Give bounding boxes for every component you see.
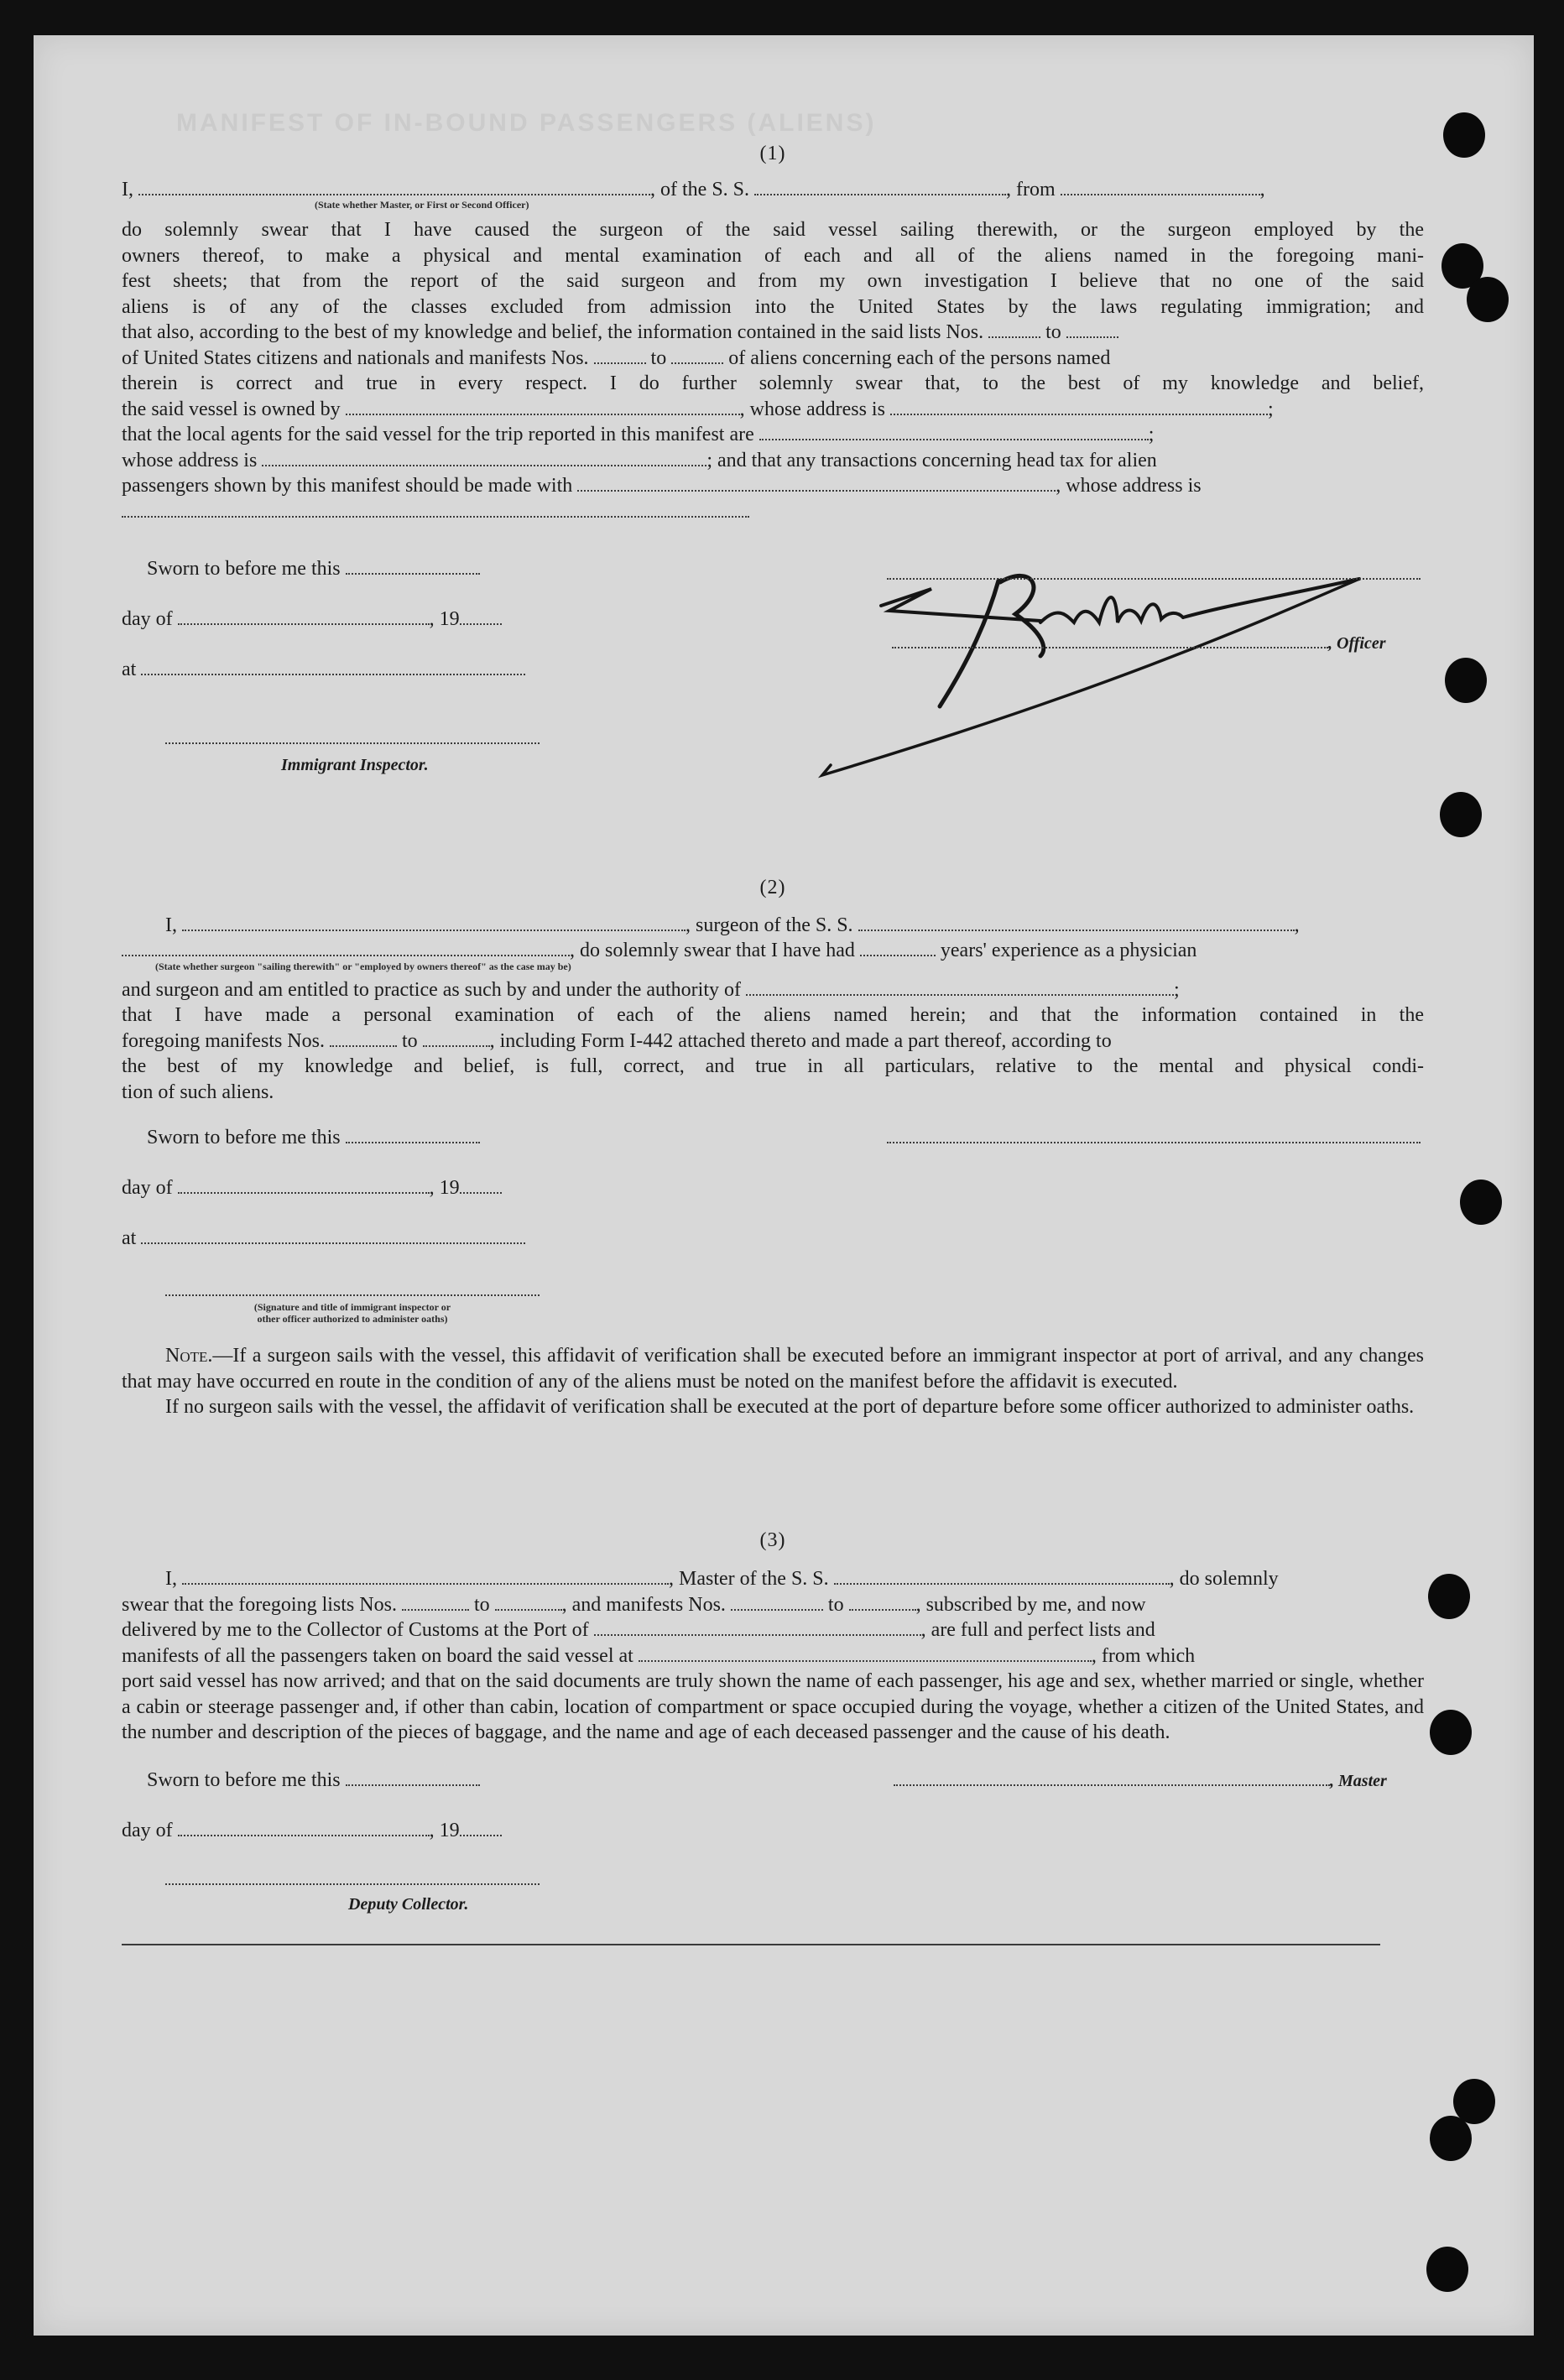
master-lists-to-field[interactable] — [495, 1594, 562, 1611]
swear-text: swear that the foregoing lists Nos. — [122, 1593, 397, 1616]
surgeon-manifests-from-field[interactable] — [330, 1030, 397, 1047]
owner-address-field[interactable] — [890, 398, 1268, 415]
note-label: Note. — [165, 1345, 213, 1367]
at-label: at — [122, 659, 137, 680]
surgeon-status-field[interactable] — [122, 940, 570, 956]
local-agents-label: that the local agents for the said vessel for the trip reported in this manifest are — [122, 424, 754, 445]
year-field[interactable] — [460, 1820, 502, 1836]
sworn-label: Sworn to before me this — [147, 1768, 341, 1791]
owned-by-label: the said vessel is owned by — [122, 398, 341, 420]
officer-title-field[interactable] — [892, 632, 1328, 648]
day-row — [122, 1818, 502, 1844]
to-label: to — [827, 1593, 844, 1616]
citizens-text: of United States citizens and nationals and manifests Nos. — [122, 346, 589, 369]
master-lists-from-field[interactable] — [402, 1594, 469, 1611]
master-manifests-from-field[interactable] — [731, 1594, 823, 1611]
lists-to-field[interactable] — [1066, 321, 1118, 338]
punch-hole — [1467, 277, 1509, 322]
passengers-address-line — [122, 499, 1424, 525]
officer-caption: , Officer — [1328, 634, 1386, 653]
to-label: to — [650, 346, 667, 369]
correct-line: therein is correct and true in every respect. I do further solemnly swear that, to the best of my knowledge and belief, — [122, 372, 1424, 394]
body-line: fest sheets; that from the report of the said surgeon and from my own investigation I believe that no one of the said — [122, 270, 1424, 292]
owner-field[interactable] — [346, 398, 740, 415]
head-tax-address-field[interactable] — [122, 501, 749, 518]
year-prefix: , 19 — [429, 608, 460, 630]
month-field[interactable] — [178, 608, 430, 625]
and-manifests-text: , and manifests Nos. — [561, 1593, 726, 1616]
port-field[interactable] — [594, 1619, 921, 1636]
surgeon-vessel-field[interactable] — [858, 914, 1295, 931]
i-label: I, — [122, 178, 133, 201]
manifest-verification-page — [34, 35, 1534, 2336]
subscribed-text: , subscribed by me, and now — [915, 1593, 1146, 1616]
section-3-signature-area — [122, 1758, 1424, 1925]
foregoing-text: foregoing manifests Nos. — [122, 1029, 325, 1052]
at-place-field[interactable] — [141, 1227, 525, 1244]
at-row — [122, 1226, 525, 1252]
collector-caption: Deputy Collector. — [348, 1894, 469, 1914]
sworn-day-field[interactable] — [346, 558, 480, 575]
do-solemnly-text: , do solemnly — [1169, 1568, 1279, 1590]
inspector-line — [165, 726, 540, 752]
exam-line: that I have made a personal examination of each of the aliens named herein; and that the information contained in the — [122, 1004, 1424, 1026]
lists-text: that also, according to the best of my knowledge and belief, the information contained in the said lists Nos. — [122, 321, 984, 343]
vessel-name-field[interactable] — [754, 179, 1006, 195]
authority-text: and surgeon and am entitled to practice as such by and under the authority of — [122, 978, 741, 1001]
boarding-port-field[interactable] — [639, 1645, 1092, 1662]
head-tax-party-field[interactable] — [577, 475, 1056, 492]
master-of-label: , Master of the S. S. — [669, 1568, 829, 1590]
sig-note-line-2: other officer authorized to administer oaths) — [257, 1313, 448, 1325]
citizens-text-b: of aliens concerning each of the persons named — [728, 346, 1111, 369]
at-place-field[interactable] — [141, 659, 525, 675]
section-1-oath-line: I, , of the S. S. , from , — [122, 178, 1265, 201]
lists-line — [122, 1592, 1424, 1618]
i-label: I, — [165, 914, 177, 936]
bleed-through-text: MANIFEST OF IN-BOUND PASSENGERS (ALIENS) — [176, 109, 877, 137]
from-port-field[interactable] — [1061, 179, 1260, 195]
section-3-body: port said vessel has now arrived; and that on the said documents are truly shown the name of each passenger, his age and sex, whether married or single, whether a cabin or steerage passenger and, if other than cabin, location of compartment or space occupied during the voyage, whether a citizen of the United States, and the number and description of the pieces of baggage, and the name and age of each deceased passenger and the cause of his death. — [122, 1670, 1424, 1743]
at-label: at — [122, 1227, 137, 1249]
section-3-number: (3) — [759, 1529, 786, 1551]
note-paragraph-2: If no surgeon sails with the vessel, the affidavit of verification shall be executed at the port of departure before some officer authorized to administer oaths. — [165, 1396, 1415, 1418]
from-which-text: , from which — [1091, 1644, 1196, 1667]
body-line: aliens is of any of the classes excluded from admission into the United States by the laws regulating immigration; and — [122, 295, 1424, 318]
officer-name-field[interactable] — [138, 179, 650, 195]
master-caption: , Master — [1330, 1771, 1387, 1790]
manifests-all-line — [122, 1643, 1424, 1669]
collector-line — [165, 1867, 540, 1893]
inspector-caption: Immigrant Inspector. — [281, 756, 429, 774]
full-perfect-text: , are full and perfect lists and — [920, 1619, 1155, 1641]
punch-hole — [1426, 2247, 1468, 2292]
month-field[interactable] — [178, 1177, 430, 1194]
lists-from-field[interactable] — [988, 321, 1040, 338]
section-1-signature-area — [122, 536, 1424, 788]
passengers-text: passengers shown by this manifest should be made with — [122, 475, 573, 497]
years-field[interactable] — [860, 940, 936, 956]
punch-hole — [1460, 1180, 1502, 1225]
foregoing-text-b: , including Form I-442 attached thereto and made a part thereof, according to — [489, 1029, 1112, 1052]
head-tax-text: ; and that any transactions concerning head tax for alien — [706, 449, 1157, 471]
note-text: —If a surgeon sails with the vessel, this affidavit of verification shall be executed before an immigrant inspector at port of arrival, and any changes that may have occurred en route in the condition of any of the aliens must be noted on the manifest before the affidavit is executed. — [122, 1345, 1424, 1393]
punch-hole — [1443, 112, 1485, 158]
year-prefix: , 19 — [429, 1177, 460, 1199]
day-row — [122, 607, 502, 633]
local-agents-field[interactable] — [759, 424, 1149, 440]
day-of-label: day of — [122, 1819, 173, 1841]
section-1-body — [122, 217, 1424, 524]
punch-hole — [1440, 792, 1482, 837]
to-label: to — [1045, 321, 1061, 343]
year-prefix: , 19 — [429, 1819, 460, 1841]
year-field[interactable] — [460, 608, 502, 625]
from-label: , from — [1006, 178, 1056, 201]
agents-address-line — [122, 448, 1424, 474]
surgeon-note: (State whether surgeon "sailing therewith" or "employed by owners thereof" as the case may be) — [155, 960, 571, 972]
sworn-row — [147, 556, 480, 582]
owned-line — [122, 397, 1424, 423]
surgeon-line: I, , surgeon of the S. S. , — [165, 914, 1300, 936]
citizens-line — [122, 346, 1424, 372]
whose-address-label: whose address is — [122, 449, 258, 471]
at-row — [122, 657, 525, 683]
i-label: I, — [165, 1568, 177, 1590]
agents-line — [122, 422, 1424, 448]
sworn-row — [147, 1125, 480, 1151]
authority-field[interactable] — [746, 979, 1174, 996]
inspector-signature-field[interactable] — [165, 1279, 540, 1296]
best-line: the best of my knowledge and belief, is full, correct, and true in all particulars, relative to the mental and physical condi- — [122, 1055, 1424, 1077]
sworn-day-field[interactable] — [346, 1127, 480, 1143]
note-paragraph-1 — [122, 1343, 1424, 1394]
punct: ; — [1174, 978, 1180, 1001]
officer-signature-line — [887, 561, 1421, 587]
month-field[interactable] — [178, 1820, 430, 1836]
whose-address-label: , whose address is — [739, 398, 885, 420]
do-solemnly-text: , do solemnly swear that I have had — [570, 940, 855, 961]
punch-hole — [1430, 1710, 1472, 1755]
master-line — [122, 1566, 1424, 1592]
of-ss-label: , of the S. S. — [650, 178, 750, 201]
master-signature-line — [894, 1768, 1387, 1794]
section-2-number: (2) — [759, 877, 786, 898]
manifests-all-text: manifests of all the passengers taken on board the said vessel at — [122, 1644, 633, 1667]
inspector-signature-field[interactable] — [165, 727, 540, 744]
sworn-day-field[interactable] — [346, 1769, 480, 1786]
delivered-text: delivered by me to the Collector of Customs at the Port of — [122, 1619, 589, 1641]
years-exp-text: years' experience as a physician — [940, 940, 1197, 961]
surgeon-name-field[interactable] — [182, 914, 686, 931]
day-of-label: day of — [122, 1177, 173, 1199]
surgeon-signature-field[interactable] — [887, 1127, 1421, 1143]
surgeon-signature-line — [887, 1125, 1421, 1151]
punch-hole — [1430, 2116, 1472, 2161]
punch-hole — [1445, 658, 1487, 703]
to-label: to — [473, 1593, 490, 1616]
surgeon-manifests-to-field[interactable] — [423, 1030, 490, 1047]
authority-line — [122, 977, 1424, 1003]
manifests-from-field[interactable] — [594, 347, 646, 364]
collector-signature-field[interactable] — [165, 1868, 540, 1885]
whose-address-label: , whose address is — [1056, 475, 1202, 497]
section-1-number: (1) — [759, 143, 786, 164]
inspector-line — [165, 1278, 540, 1304]
manifests-to-field[interactable] — [671, 347, 723, 364]
sworn-label: Sworn to before me this — [147, 1127, 341, 1148]
master-name-field[interactable] — [182, 1568, 669, 1585]
lists-line — [122, 320, 1424, 346]
tion-line: tion of such aliens. — [122, 1081, 274, 1103]
master-manifests-to-field[interactable] — [849, 1594, 916, 1611]
day-of-label: day of — [122, 608, 173, 630]
agents-address-field[interactable] — [262, 450, 706, 466]
punch-hole — [1428, 1574, 1470, 1619]
footer-rule — [122, 1944, 1380, 1945]
punct: ; — [1148, 424, 1155, 445]
body-line: do solemnly swear that I have caused the surgeon of the said vessel sailing therewith, or the surgeon employed by the — [122, 219, 1424, 241]
day-row — [122, 1175, 502, 1201]
sworn-label: Sworn to before me this — [147, 558, 341, 580]
punct: ; — [1267, 398, 1274, 420]
document-body — [122, 141, 1424, 1945]
delivered-line — [122, 1617, 1424, 1643]
sig-note — [165, 1301, 540, 1325]
foregoing-line — [122, 1029, 1424, 1055]
note-block — [122, 1343, 1424, 1420]
body-line: owners thereof, to make a physical and mental examination of each and all of the aliens named in the foregoing mani- — [122, 244, 1424, 267]
officer-note: (State whether Master, or First or Second Officer) — [315, 199, 529, 211]
master-vessel-field[interactable] — [834, 1568, 1170, 1585]
master-signature-field[interactable] — [894, 1769, 1330, 1786]
officer-title-line — [892, 630, 1386, 657]
to-label: to — [401, 1029, 418, 1052]
sig-note-line-1: (Signature and title of immigrant inspector or — [253, 1301, 451, 1313]
surgeon-of-label: , surgeon of the S. S. — [686, 914, 853, 936]
sworn-row — [147, 1768, 480, 1794]
year-field[interactable] — [460, 1177, 502, 1194]
officer-signature-field[interactable] — [887, 563, 1421, 580]
passengers-line — [122, 473, 1424, 499]
section-2-signature-area — [122, 1120, 1424, 1338]
